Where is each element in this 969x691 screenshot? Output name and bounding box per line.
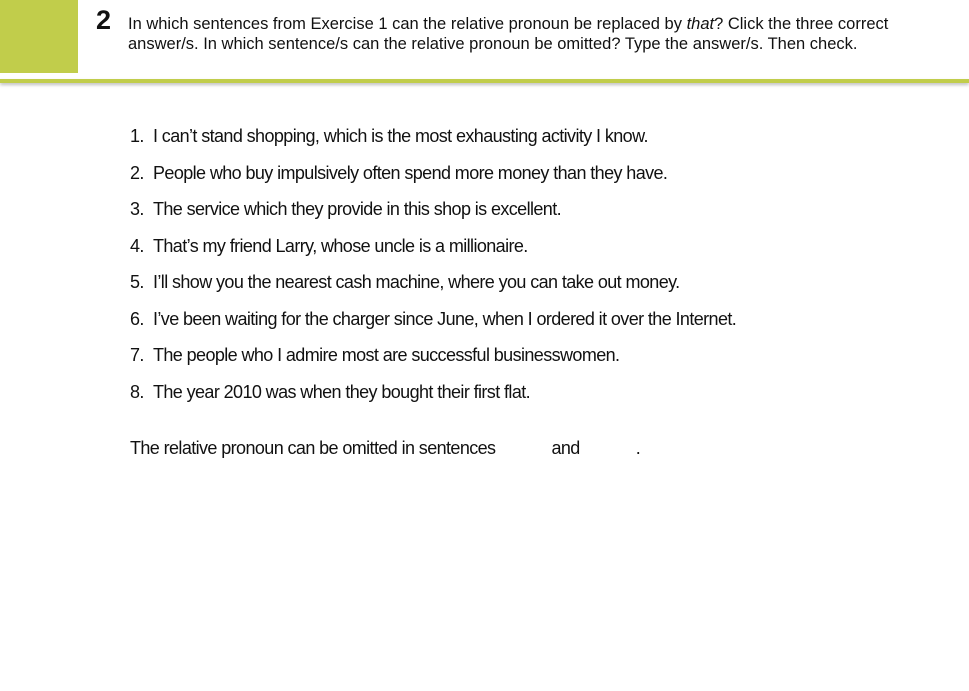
sentence-number: 2. <box>130 162 144 183</box>
sentence-text: People who buy impulsively often spend more money than they have. <box>153 162 668 183</box>
sentence-number: 1. <box>130 126 144 146</box>
sentence-number: 7. <box>130 345 144 365</box>
sentence-item-7[interactable] <box>130 343 736 380</box>
header-divider <box>0 79 969 83</box>
sentence-item-1[interactable] <box>130 124 736 161</box>
sentence-item-8[interactable] <box>130 380 736 417</box>
sentence-item-5[interactable] <box>130 270 736 307</box>
exercise-number: 2 <box>96 5 112 35</box>
sentence-text: The service which they provide in this shop is excellent. <box>153 199 562 219</box>
sentence-item-2[interactable] <box>130 161 736 198</box>
sentence-number: 3. <box>130 199 144 219</box>
answer-sentence <box>130 436 640 460</box>
answer-blank-2[interactable] <box>584 436 632 460</box>
answer-suffix: . <box>635 438 641 458</box>
sentence-text: I’ve been waiting for the charger since June, when I ordered it over the Internet. <box>153 308 737 329</box>
answer-prefix: The relative pronoun can be omitted in sentences <box>130 438 496 458</box>
sentence-item-6[interactable] <box>130 307 736 344</box>
sentence-item-4[interactable] <box>130 234 736 271</box>
answer-blank-1[interactable] <box>499 436 547 460</box>
sentence-text: I’ll show you the nearest cash machine, where you can take out money. <box>153 272 680 292</box>
sentence-number: 6. <box>130 308 144 329</box>
sentence-text: That’s my friend Larry, whose uncle is a millionaire. <box>153 235 528 256</box>
exercise-color-block <box>0 0 78 73</box>
instruction-text-1: In which sentences from Exercise 1 can the relative pronoun be replaced by <box>128 15 687 33</box>
sentence-list <box>130 124 736 416</box>
answer-conjunction: and <box>551 438 580 458</box>
sentence-item-3[interactable] <box>130 197 736 234</box>
instruction-text-2: ? Click the three correct answer/s. In which sentence/s can the relative pronoun be omitted? Type the answer/s. Then check. <box>128 15 889 53</box>
sentence-text: The people who I admire most are successful businesswomen. <box>153 345 620 365</box>
sentence-text: The year 2010 was when they bought their first flat. <box>153 381 531 402</box>
sentence-number: 4. <box>130 235 144 256</box>
sentence-number: 5. <box>130 272 144 292</box>
exercise-instructions <box>128 14 948 54</box>
instruction-italic-word: that <box>686 15 715 33</box>
sentence-text: I can’t stand shopping, which is the most exhausting activity I know. <box>153 126 648 146</box>
sentence-number: 8. <box>130 381 144 402</box>
